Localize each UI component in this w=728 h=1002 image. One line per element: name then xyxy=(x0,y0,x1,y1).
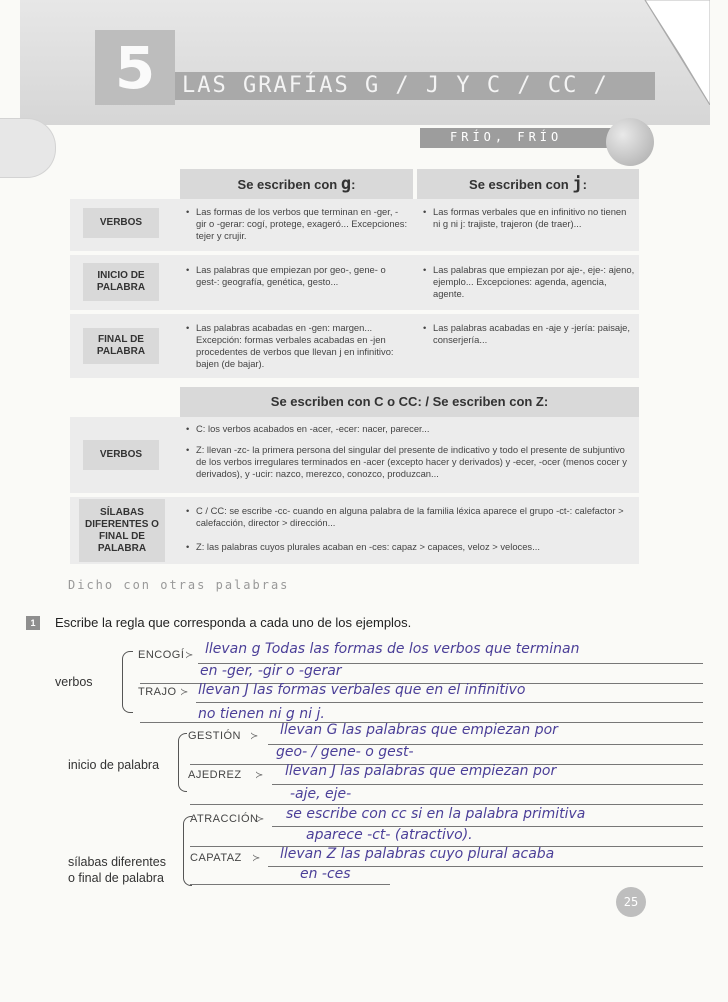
rule-silabas-c-text: C / CC: se escribe -cc- cuando en alguna palabra de la familia léxica aparece el grupo -ct-: calefactor > calefacción, director > dirección... xyxy=(196,505,624,528)
rule-verbos-z: • Z: llevan -zc- la primera persona del singular del presente de indicativo y todo el presente de subjuntivo de los verbos irregulares terminados en -acer (excepto hacer y derivados) y -ecer, -ocer (menos cocer y derivados), y -ucir: nazco, merezco, conozco, produzcan... xyxy=(186,444,634,480)
col-header-j-colon: : xyxy=(582,177,587,192)
group-label-verbos: verbos xyxy=(55,675,93,689)
word-ajedrez: AJEDREZ xyxy=(188,769,242,781)
letter-j: j xyxy=(572,174,583,194)
arrow-encogi: ≻ xyxy=(185,650,194,661)
word-atraccion: ATRACCIÓN xyxy=(190,813,259,825)
word-encogi: ENCOGÍ xyxy=(138,649,185,661)
answer-trajo-line2: no tienen ni g ni j. xyxy=(198,706,325,722)
rule-silabas-c: • C / CC: se escribe -cc- cuando en alguna palabra de la familia léxica aparece el grupo -ct-: calefactor > calefacción, director > dirección... xyxy=(186,505,634,529)
col-header-g-colon: : xyxy=(351,177,356,192)
answer-line xyxy=(190,884,390,885)
row-label-final: FINAL DE PALABRA xyxy=(83,328,159,364)
arrow-trajo: ≻ xyxy=(180,687,189,698)
rule-final-j-text: Las palabras acabadas en -aje y -jería: paisaje, conserjería... xyxy=(433,322,630,345)
answer-line xyxy=(190,804,703,805)
row-label-silabas: SÍLABAS DIFERENTES O FINAL DE PALABRA xyxy=(79,499,165,562)
answer-capataz-line2: en -ces xyxy=(300,866,351,882)
rule-inicio-g-text: Las palabras que empiezan por geo-, gene- o gest-: geografía, genética, gesto... xyxy=(196,264,386,287)
brace-verbos xyxy=(122,651,133,713)
exercise-instruction: Escribe la regla que corresponda a cada uno de los ejemplos. xyxy=(55,615,412,630)
word-capataz: CAPATAZ xyxy=(190,852,242,864)
rule-verbos-g: • Las formas de los verbos que terminan en -ger, -gir o -gerar: cogí, protege, exageró... Excepciones: tejer y crujir. xyxy=(186,206,408,241)
answer-line xyxy=(272,784,703,785)
row-label-verbos-c: VERBOS xyxy=(83,440,159,470)
col-header-g xyxy=(180,169,413,199)
answer-ajedrez-line2: -aje, eje- xyxy=(290,786,352,802)
answer-capataz-line1: llevan Z las palabras cuyo plural acaba xyxy=(280,846,555,862)
answer-gestion-line2: geo- / gene- o gest- xyxy=(276,744,414,760)
section-title: Dicho con otras palabras xyxy=(68,578,290,592)
heading-c-z: Se escriben con C o CC: / Se escriben con Z: xyxy=(180,387,639,417)
answer-gestion-line1: llevan G las palabras que empiezan por xyxy=(280,722,558,738)
rule-verbos-c: • C: los verbos acabados en -acer, -ecer: nacer, parecer... xyxy=(186,423,634,435)
rule-silabas-z: • Z: las palabras cuyos plurales acaban en -ces: capaz > capaces, veloz > veloces... xyxy=(186,541,634,553)
rule-verbos-g-text: Las formas de los verbos que terminan en -ger, -gir o -gerar: cogí, protege, exageró... Excepciones: tejer y crujir. xyxy=(196,206,408,241)
letter-g: g xyxy=(340,174,352,194)
rule-verbos-z-text: Z: llevan -zc- la primera persona del singular del presente de indicativo y todo el presente de subjuntivo de los verbos irregulares terminados en -acer (excepto hacer y derivados) y -ecer, -ocer (menos cocer y derivados), y -ucir: nazco, merezco, conozco, produzcan... xyxy=(196,444,627,479)
answer-encogi-line1: llevan g Todas las formas de los verbos que terminan xyxy=(205,641,580,657)
unit-title: LAS GRAFÍAS G / J Y C / CC / xyxy=(182,73,609,98)
exercise-number: 1 xyxy=(26,616,40,630)
row-label-inicio: INICIO DE PALABRA xyxy=(83,263,159,301)
rule-inicio-g: • Las palabras que empiezan por geo-, gene- o gest-: geografía, genética, gesto... xyxy=(186,264,408,288)
word-trajo: TRAJO xyxy=(138,686,177,698)
rule-final-j: • Las palabras acabadas en -aje y -jería: paisaje, conserjería... xyxy=(423,322,635,346)
decorative-circle xyxy=(606,118,654,166)
page-fold xyxy=(640,0,710,105)
rule-verbos-c-text: C: los verbos acabados en -acer, -ecer: nacer, parecer... xyxy=(196,423,430,434)
rule-inicio-j: • Las palabras que empiezan por aje-, eje-: ajeno, ejemplo... Excepciones: agenda, agencia, agente. xyxy=(423,264,635,299)
answer-ajedrez-line1: llevan J las palabras que empiezan por xyxy=(285,763,557,779)
page-number: 25 xyxy=(616,887,646,917)
col-header-j-text: Se escriben con xyxy=(469,177,573,192)
answer-line xyxy=(196,702,703,703)
unit-number: 5 xyxy=(114,33,156,102)
arrow-atraccion: ≻ xyxy=(256,814,265,825)
subtitle: FRÍO, FRÍO xyxy=(450,130,563,144)
group-label-silabas-2: o final de palabra xyxy=(68,871,164,885)
unit-number-block xyxy=(95,30,175,105)
brace-inicio xyxy=(178,733,187,792)
answer-atraccion-line1: se escribe con cc si en la palabra primitiva xyxy=(286,806,586,822)
col-header-j xyxy=(417,169,639,199)
rule-final-g: • Las palabras acabadas en -gen: margen... Excepción: formas verbales acabadas en -jen procedentes de verbos que llevan j en infinitivo: bajen (de bajar). xyxy=(186,322,408,370)
answer-encogi-line2: en -ger, -gir o -gerar xyxy=(200,663,342,679)
rule-verbos-j: • Las formas verbales que en infinitivo no tienen ni g ni j: trajiste, trajeron (de traer)... xyxy=(423,206,635,230)
answer-trajo-line1: llevan J las formas verbales que en el infinitivo xyxy=(198,682,526,698)
answer-atraccion-line2: aparece -ct- (atractivo). xyxy=(306,827,473,843)
arrow-ajedrez: ≻ xyxy=(255,770,264,781)
group-label-silabas-1: sílabas diferentes xyxy=(68,855,166,869)
group-label-inicio: inicio de palabra xyxy=(68,758,160,772)
page-tab xyxy=(0,118,56,178)
arrow-gestion: ≻ xyxy=(250,731,259,742)
rule-inicio-j-text: Las palabras que empiezan por aje-, eje-: ajeno, ejemplo... Excepciones: agenda, agencia, agente. xyxy=(433,264,635,299)
rule-verbos-j-text: Las formas verbales que en infinitivo no tienen ni g ni j: trajiste, trajeron (de traer)... xyxy=(433,206,627,229)
rule-final-g-text: Las palabras acabadas en -gen: margen... Excepción: formas verbales acabadas en -jen procedentes de verbos que llevan j en infinitivo: bajen (de bajar). xyxy=(196,322,394,369)
row-label-verbos: VERBOS xyxy=(83,208,159,238)
rule-silabas-z-text: Z: las palabras cuyos plurales acaban en -ces: capaz > capaces, veloz > veloces... xyxy=(196,541,540,552)
brace-silabas xyxy=(183,816,192,886)
word-gestion: GESTIÓN xyxy=(188,730,242,742)
arrow-capataz: ≻ xyxy=(252,853,261,864)
col-header-g-text: Se escriben con xyxy=(237,177,341,192)
